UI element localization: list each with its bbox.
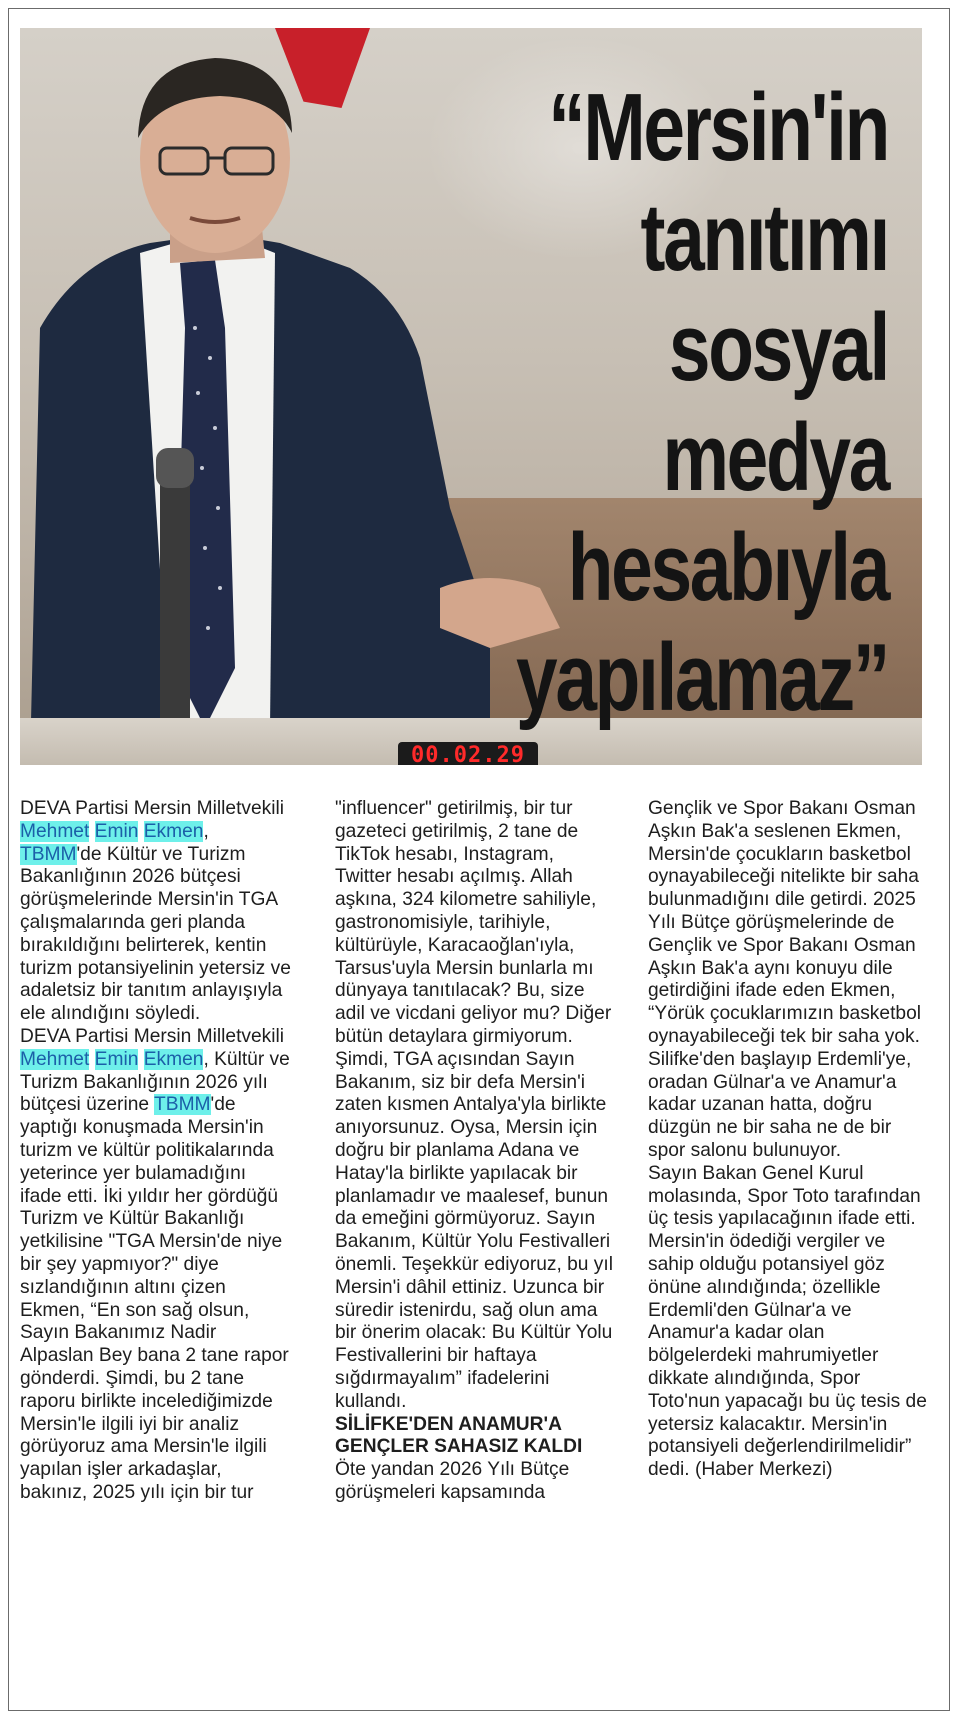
headline-line: tanıtımı (640, 184, 888, 291)
highlight-name: Ekmen (143, 1048, 204, 1070)
highlight-name: Mehmet (20, 1048, 90, 1070)
paragraph-intro: DEVA Partisi Mersin Milletvekili Mehmet Emin Ekmen, TBMM'de Kültür ve Turizm Bakanlığının 2026 bütçesi görüşmelerinde Mersin'in TGA çalışmalarında geri planda bırakıldığını belirterek, kentin turizm potansiyelinin yetersiz ve adaletsiz bir tanıtım anlayışıyla ele alındığını söyledi. (20, 798, 291, 1025)
paragraph-closing: Sayın Bakan Genel Kurul molasında, Spor Toto tarafından üç tesis yapılacağının ifade etti. Mersin'in ödediği vergiler ve sahip olduğu potansiyel göz önüne alındığında; özellikle Erdemli'den Gülnar'a ve Anamur'a kadar olan bölgelerdeki mahrumiyetler dikkate alındığında, Spor Toto'nun yapacağı bu üç tesis de yetersiz kalacaktır. Mersin'in potansiyeli değerlendirilmelidir” dedi. (Haber Merkezi) (648, 1162, 927, 1481)
headline-line: medya (662, 404, 888, 511)
highlight-name: Emin (94, 820, 139, 842)
article-photo (20, 28, 922, 765)
article-column-3 (648, 798, 928, 1482)
headline-line: sosyal (668, 294, 888, 401)
headline-line: yapılamaz” (516, 624, 888, 731)
paragraph-sports-continued: Gençlik ve Spor Bakanı Osman Aşkın Bak'a seslenen Ekmen, Mersin'de çocukların basketbol oynayabileceği nitelikte bir saha bulunmadığını dile getirdi. 2025 Yılı Bütçe görüşmelerinde de Gençlik ve Spor Bakanı Osman Aşkın Bak'a aynı konuyu dile getirdiğini ifade eden Ekmen, “Yörük çocuklarımızın basketbol oynayabileceği tek bir saha yok. Silifke'den başlayıp Erdemli'ye, oradan Gülnar'a ve Anamur'a kadar uzanan hatta, doğru düzgün ne bir saha ne de bir spor salonu bulunuyor. (648, 798, 922, 1161)
highlight-name: Ekmen (143, 820, 204, 842)
subheading: SİLİFKE'DEN ANAMUR'A GENÇLER SAHASIZ KALDI (335, 1413, 583, 1458)
highlight-tbmm: TBMM (20, 843, 77, 865)
highlight-name: Mehmet (20, 820, 90, 842)
article-column-1 (20, 798, 292, 1505)
highlight-tbmm: TBMM (154, 1094, 211, 1116)
speech-timer: 00.02.29 (398, 742, 538, 765)
headline-line: hesabıyla (567, 514, 888, 621)
headline (482, 73, 888, 733)
highlight-name: Emin (94, 1048, 139, 1070)
article-column-2 (335, 798, 613, 1505)
paragraph-sports: Öte yandan 2026 Yılı Bütçe görüşmeleri kapsamında (335, 1459, 570, 1503)
paragraph-body-continued: "influencer" getirilmiş, bir tur gazeteci getirilmiş, 2 tane de TikTok hesabı, Instagram, Twitter hesabı açılmış. Allah aşkına, 324 kilometre sahiliyle, gastronomisiyle, tarihiyle, kültürüyle, Karacaoğlan'ıyla, Tarsus'uyla Mersin bunlarla mı dünyaya tanıtılacak? Bu, size adil ve vicdani geliyor mu? Diğer bütün detaylara girmiyorum. Şimdi, TGA açısından Sayın Bakanım, siz bir defa Mersin'i zaten kısmen Antalya'yla birlikte anıyorsunuz. Oysa, Mersin için doğru bir planlama Adana ve Hatay'la birlikte yapılacak bir planlamadır ve maalesef, bunun da emeğini görmüyoruz. Sayın Bakanım, Kültür Yolu Festivalleri önemli. Teşekkür ediyoruz, bu yıl Mersin'i dâhil ettiniz. Uzunca bir süredir istenirdu, sağ olun ama bir önerim olacak: Bu Kültür Yolu Festivallerini bir haftaya sığdırmayalım” ifadelerini kullandı. (335, 798, 613, 1412)
headline-line: “Mersin'in (548, 74, 888, 181)
paragraph-body: DEVA Partisi Mersin Milletvekili Mehmet Emin Ekmen, Kültür ve Turizm Bakanlığının 2026 yılı bütçesi üzerine TBMM'de yaptığı konuşmada Mersin'in turizm ve kültür politikalarında yeterince yer bulamadığını ifade etti. İki yıldır her gördüğü Turizm ve Kültür Bakanlığı yetkilisine "TGA Mersin'de niye bir şey yapmıyor?" diye sızlandığının altını çizen Ekmen, “En son sağ olsun, Sayın Bakanımız Nadir Alpaslan Bey bana 2 tane rapor gönderdi. Şimdi, bu 2 tane raporu birlikte incelediğimizde Mersin'le ilgili iyi bir analiz görüyoruz ama Mersin'le ilgili yapılan işler arkadaşlar, bakınız, 2025 yılı için bir tur (20, 1025, 290, 1503)
